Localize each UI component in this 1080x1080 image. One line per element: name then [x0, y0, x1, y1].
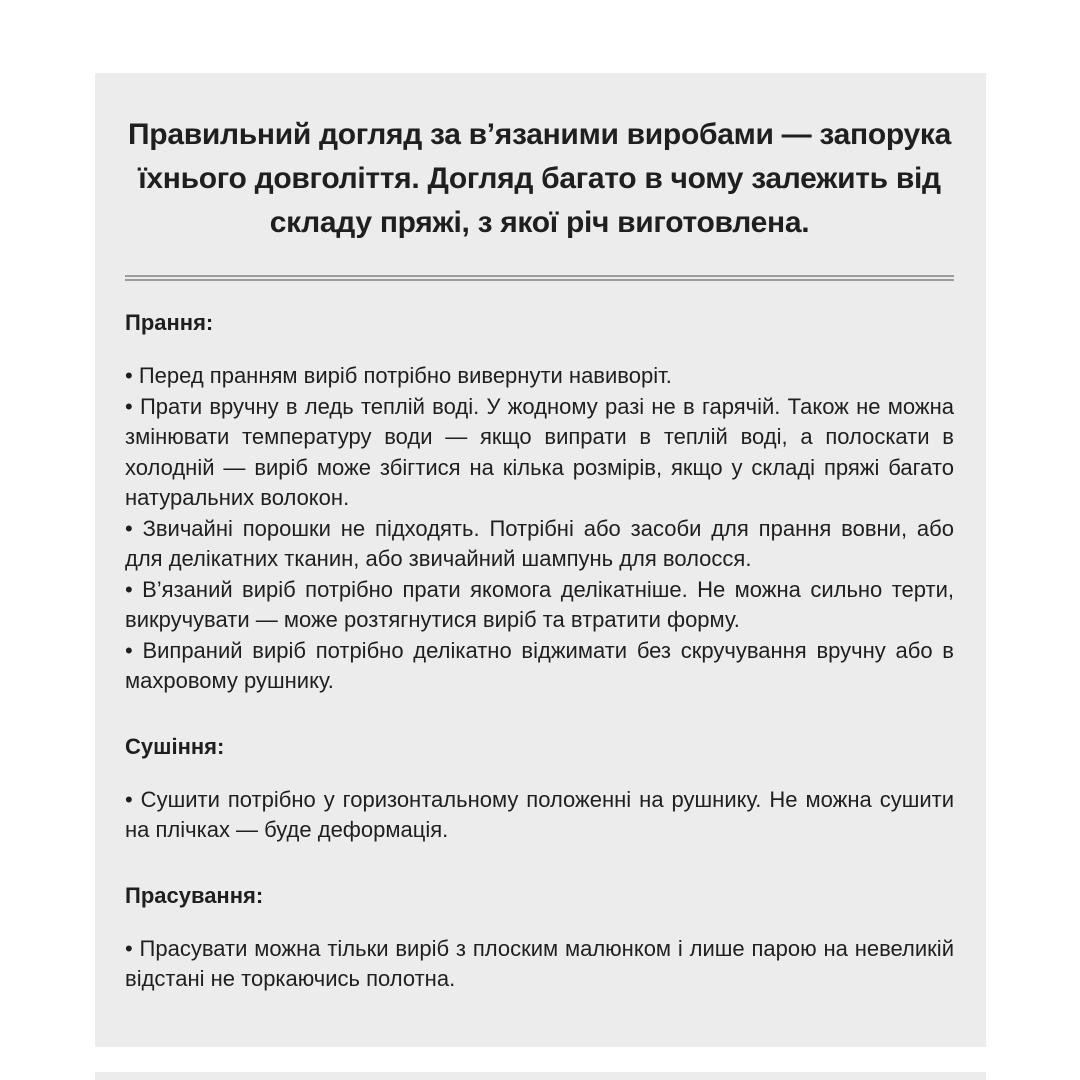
- section-washing: [125, 309, 954, 697]
- section-heading: Прання:: [125, 310, 214, 335]
- list-item: • Випраний виріб потрібно делікатно віджимати без скручування вручну або в махровому рушнику.: [125, 637, 954, 693]
- section-drying: [125, 733, 954, 846]
- list-item: • Сушити потрібно у горизонтальному положенні на рушнику. Не можна сушити на плічках — буде деформація.: [125, 786, 954, 842]
- double-divider: [125, 275, 954, 281]
- section-heading: Сушіння:: [125, 733, 225, 759]
- instruction-list: [125, 934, 954, 995]
- list-item: • Звичайні порошки не підходять. Потрібні або засоби для прання вовни, або для делікатних тканин, або звичайний шампунь для волосся.: [125, 515, 954, 571]
- list-item: • Прасувати можна тільки виріб з плоским малюнком і лише парою на невеликій відстані не торкаючись полотна.: [125, 935, 954, 991]
- content-card: [95, 73, 986, 1047]
- section-heading: Прасування:: [125, 882, 264, 908]
- intro-title: Правильний догляд за в’язаними виробами — запорука їхнього довголіття. Догляд багато в чому залежить від складу пряжі, з якої річ виготовлена.: [128, 118, 951, 239]
- list-item: • Перед пранням виріб потрібно вивернути навиворіт.: [125, 363, 672, 388]
- next-card-edge: [95, 1072, 986, 1080]
- instruction-list: [125, 785, 954, 846]
- instruction-list: [125, 361, 954, 697]
- list-item: • В’язаний виріб потрібно прати якомога делікатніше. Не можна сильно терти, викручувати — може розтягнутися виріб та втратити форму.: [125, 576, 954, 632]
- list-item: • Прати вручну в ледь теплій воді. У жодному разі не в гарячій. Також не можна змінювати температуру води — якщо випрати в теплій воді, а полоскати в холодній — виріб може збігтися на кілька розмірів, якщо у складі пряжі багато натуральних волокон.: [125, 393, 954, 510]
- section-ironing: [125, 882, 954, 995]
